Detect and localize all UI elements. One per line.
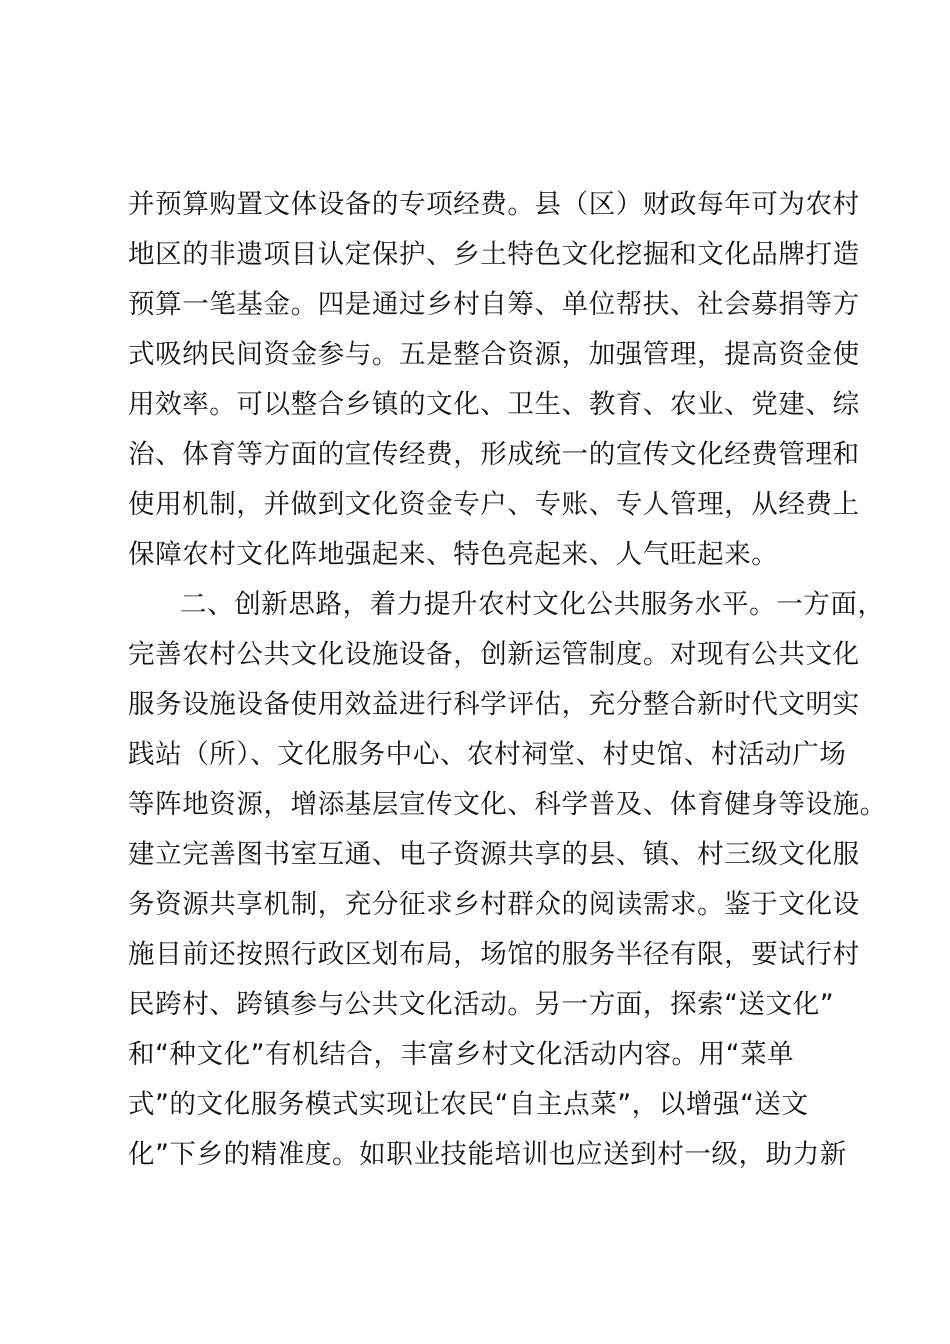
text-line: 服务设施设备使用效益进行科学评估，充分整合新时代文明实 — [128, 689, 860, 720]
text-line: 式”的文化服务模式实现让农民“自主点菜”，以增强“送文 — [128, 1089, 809, 1120]
text-line: 践站（所）、文化服务中心、农村祠堂、村史馆、村活动广场 — [128, 739, 847, 770]
text-line: 化”下乡的精准度。如职业技能培训也应送到村一级，助力新 — [128, 1139, 847, 1170]
text-line: 并预算购置文体设备的专项经费。县（区）财政每年可为农村 — [128, 189, 860, 220]
text-line: 建立完善图书室互通、电子资源共享的县、镇、村三级文化服 — [128, 839, 860, 870]
text-line: 和“种文化”有机结合，丰富乡村文化活动内容。用“菜单 — [128, 1039, 795, 1070]
text-line: 完善农村公共文化设施设备，创新运管制度。对现有公共文化 — [128, 639, 860, 670]
text-line: 民跨村、跨镇参与公共文化活动。另一方面，探索“送文化” — [128, 989, 835, 1020]
paragraph-heading-line: 二、创新思路，着力提升农村文化公共服务水平。一方面， — [180, 589, 885, 620]
text-line: 施目前还按照行政区划布局，场馆的服务半径有限，要试行村 — [128, 939, 860, 970]
text-line: 预算一笔基金。四是通过乡村自筹、单位帮扶、社会募捐等方 — [128, 289, 860, 320]
text-line: 用效率。可以整合乡镇的文化、卫生、教育、农业、党建、综 — [128, 389, 860, 420]
text-line: 等阵地资源，增添基层宣传文化、科学普及、体育健身等设施。 — [128, 789, 887, 820]
text-line: 保障农村文化阵地强起来、特色亮起来、人气旺起来。 — [128, 539, 779, 570]
text-line: 治、体育等方面的宣传经费，形成统一的宣传文化经费管理和 — [128, 439, 860, 470]
text-line: 使用机制，并做到文化资金专户、专账、专人管理，从经费上 — [128, 489, 860, 520]
text-line: 务资源共享机制，充分征求乡村群众的阅读需求。鉴于文化设 — [128, 889, 860, 920]
text-line: 式吸纳民间资金参与。五是整合资源，加强管理，提高资金使 — [128, 339, 860, 370]
text-line: 地区的非遗项目认定保护、乡土特色文化挖掘和文化品牌打造 — [128, 239, 860, 270]
